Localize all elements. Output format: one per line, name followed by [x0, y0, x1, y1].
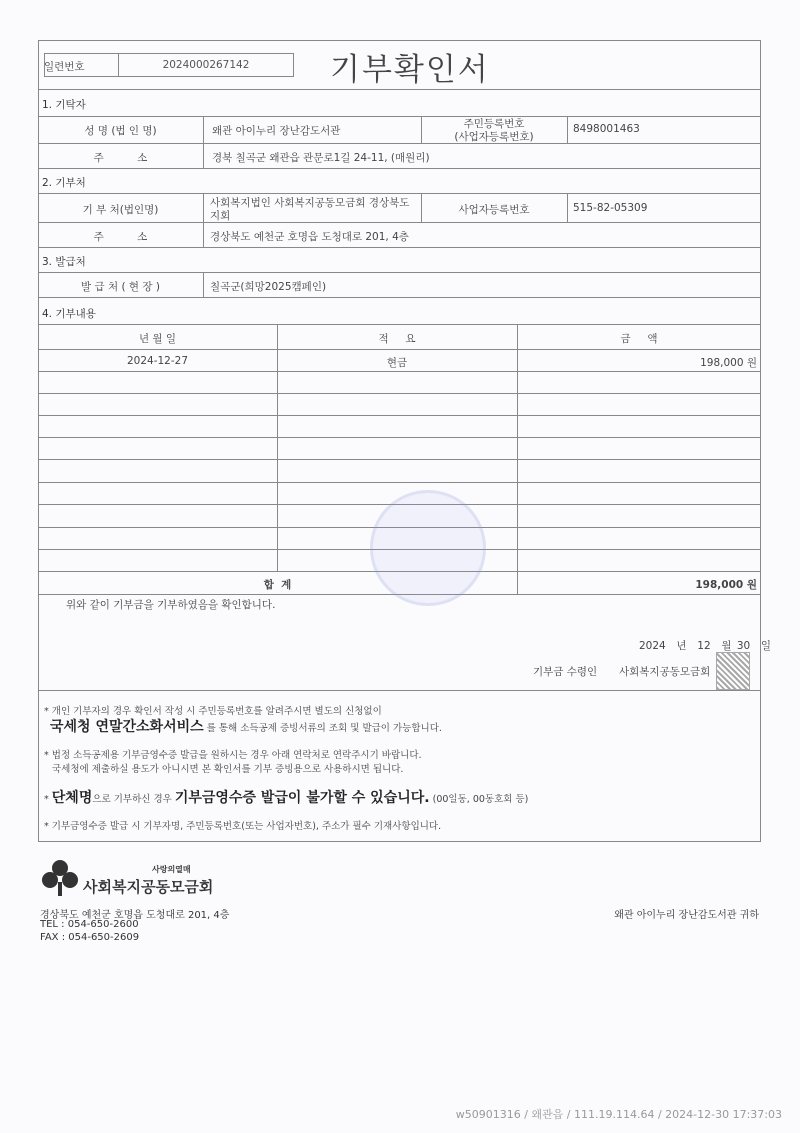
footer-slogan: 사랑의열매 [152, 865, 191, 874]
note-4: * 기부금영수증 발급 시 기부자명, 주민등록번호(또는 사업자번호), 주소가 필수 기재사항입니다. [44, 821, 442, 832]
section-issuer-title: 3. 발급처 [42, 256, 86, 268]
divider [38, 324, 761, 325]
divider [38, 297, 761, 298]
divider [38, 143, 761, 144]
divider [38, 437, 761, 438]
recipient-reg-label: 사업자등록번호 [458, 204, 530, 216]
col-header-desc: 적 요 [378, 333, 416, 345]
section-details-title: 4. 기부내용 [42, 308, 96, 320]
footer-org-name: 사회복지공동모금회 [83, 878, 214, 896]
recipient-name-label: 기 부 처(법인명) [82, 204, 159, 216]
recipient-address-label: 주 소 [93, 231, 148, 243]
divider [38, 415, 761, 416]
note-3-emphasis-1: 단체명 [51, 790, 93, 806]
row-amount: 198,000 원 [700, 357, 757, 369]
recipient-reg-value: 515-82-05309 [573, 202, 648, 214]
divider [38, 89, 761, 90]
divider [38, 222, 761, 223]
confirm-text: 위와 같이 기부금을 기부하였음을 확인합니다. [66, 599, 276, 611]
divider [38, 690, 761, 691]
divider [38, 349, 761, 350]
issuer-label: 발 급 처 ( 현 장 ) [81, 281, 160, 293]
divider [38, 168, 761, 169]
note-3-middle: 으로 기부하신 경우 [92, 794, 172, 805]
donor-name-value: 왜관 아이누리 장난감도서관 [212, 125, 341, 137]
recipient-name-value-1: 사회복지법인 사회복지공동모금회 경상북도 [210, 197, 410, 209]
donor-reg-label-1: 주민등록번호 [463, 118, 525, 130]
note-3 [44, 787, 528, 807]
note-3-emphasis-2: 기부금영수증 발급이 불가할 수 있습니다. [174, 790, 430, 806]
divider [38, 371, 761, 372]
divider [38, 482, 761, 483]
confirm-day: 30 [736, 640, 751, 652]
divider [203, 272, 204, 297]
divider [38, 459, 761, 460]
divider [203, 193, 204, 222]
donor-address-value: 경북 칠곡군 왜관읍 관문로1길 24-11, (매원리) [212, 152, 430, 164]
footer-fax: FAX : 054-650-2609 [40, 932, 140, 943]
donor-reg-label-2: (사업자등록번호) [454, 131, 534, 143]
day-unit: 일 [760, 640, 772, 652]
col-header-date: 년 월 일 [138, 333, 177, 345]
footer-addressee: 왜관 아이누리 장난감도서관 귀하 [614, 910, 759, 921]
section-donor-title: 1. 기탁자 [42, 99, 86, 111]
divider [38, 272, 761, 273]
receiver-label: 기부금 수령인 [533, 666, 598, 678]
note-1-text: 를 통해 소득공제 증빙서류의 조회 및 발급이 가능합니다. [206, 723, 442, 734]
divider [38, 393, 761, 394]
month-unit: 월 [721, 640, 732, 652]
note-1-line-1: * 개인 기부자의 경우 확인서 작성 시 주민등록번호를 알려주시면 별도의 신청없이 [44, 706, 382, 717]
note-3-star: * [44, 794, 49, 805]
note-2-line-2: 국세청에 제출하실 용도가 아니시면 본 확인서를 기부 증빙용으로 사용하시면 됩니다. [52, 764, 404, 775]
recipient-address-value: 경상북도 예천군 호명읍 도청대로 201, 4층 [210, 231, 409, 243]
serial-label: 일련번호 [44, 61, 85, 73]
divider [203, 222, 204, 247]
confirm-month: 12 [697, 640, 711, 652]
divider [567, 116, 568, 143]
receiver-name: 사회복지공동모금회 [619, 666, 711, 678]
total-amount: 198,000 원 [695, 579, 757, 591]
note-2-line-1: * 법정 소득공제용 기부금영수증 발급을 원하시는 경우 아래 연락처로 연락주시기 바랍니다. [44, 750, 422, 761]
donor-reg-value: 8498001463 [573, 123, 640, 135]
issuer-value: 칠곡군(희망2025캠페인) [210, 281, 327, 293]
divider [38, 116, 761, 117]
fruit-logo-icon [40, 858, 80, 898]
row-desc: 현금 [386, 357, 408, 369]
divider [38, 247, 761, 248]
official-stamp [716, 652, 750, 690]
document-title: 기부확인서 [330, 52, 490, 88]
divider [203, 143, 204, 168]
note-1-line-2 [50, 716, 442, 736]
footer-address: 경상북도 예천군 호명읍 도청대로 201, 4층 [40, 910, 230, 921]
year-unit: 년 [676, 640, 687, 652]
donor-name-label: 성 명 (법 인 명) [84, 125, 157, 137]
print-info: w50901316 / 왜관읍 / 111.19.114.64 / 2024-12-30 17:37:03 [455, 1108, 782, 1121]
total-label: 합 계 [263, 579, 292, 591]
donor-address-label: 주 소 [93, 152, 148, 164]
divider [203, 116, 204, 143]
divider [567, 193, 568, 222]
divider [38, 193, 761, 194]
row-date: 2024-12-27 [126, 355, 189, 367]
serial-number: 2024000267142 [162, 59, 250, 71]
note-1-emphasis: 국세청 연말간소화서비스 [50, 719, 204, 735]
section-recipient-title: 2. 기부처 [42, 177, 86, 189]
confirm-year: 2024 [639, 640, 666, 652]
note-3-tail: (00일동, 00동호회 등) [432, 794, 529, 805]
confirm-date [639, 638, 771, 653]
recipient-name-value-2: 지회 [210, 210, 231, 222]
footer-tel: TEL : 054-650-2600 [40, 919, 139, 930]
col-header-amount: 금 액 [620, 333, 658, 345]
